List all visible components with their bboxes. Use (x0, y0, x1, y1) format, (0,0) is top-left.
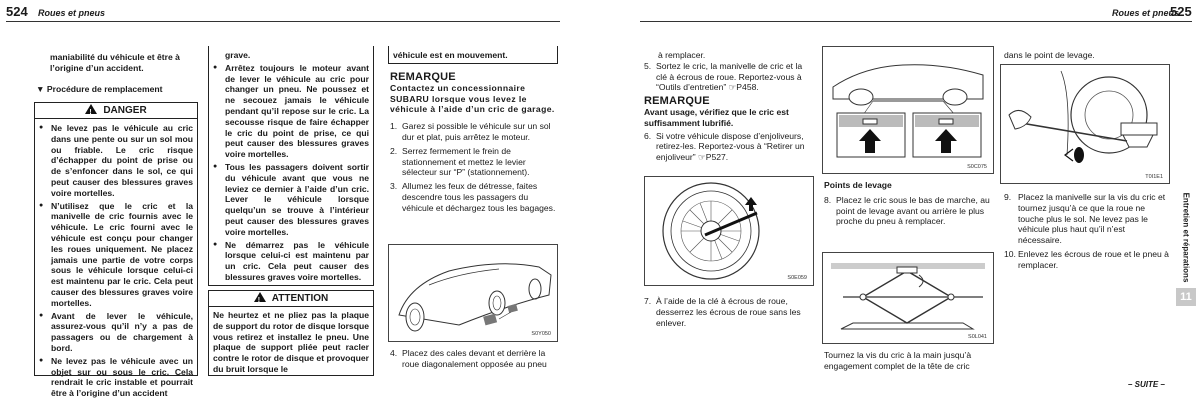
jack-handle-illustration (1001, 65, 1169, 183)
side-tab-label-wrap (1176, 186, 1196, 288)
box-continued-text: véhicule est en mouvement. (393, 50, 508, 60)
step-item: 1. Garez si possible le véhicule sur un sol dur et plat, puis arrêtez le moteur. (390, 121, 551, 142)
danger-item: ● Ne levez pas le véhicule au cric dans une pente ou sur un sol mou ou friable. Le cric risque d’échapper du point de prise ou de s’enfoncer dans le sol, ce qui peut causer des blessures graves voire mortelles. (37, 123, 193, 199)
figure-code: S0E059 (787, 275, 807, 281)
right-page-number: 525 (1170, 4, 1192, 19)
danger-item: ● Ne levez pas le véhicule avec un objet sur ou sous le cric. Cela rendrait le cric instable et pourrait être à l’origine d’un accident (37, 356, 193, 399)
wheel-wrench-illustration (645, 177, 813, 285)
left-page-number: 524 (6, 4, 28, 19)
attention-label: ATTENTION (271, 293, 329, 304)
continued-text: grave. (225, 50, 251, 60)
danger-header (35, 103, 197, 119)
step-item: 7. À l’aide de la clé à écrous de roue, desserrez les écrous de roue sans les enlever. (644, 296, 801, 328)
left-col1 (36, 52, 198, 94)
figure-code: T0I1E1 (1145, 174, 1163, 180)
left-col3 (390, 72, 558, 217)
right-header-rule (640, 21, 1192, 22)
step-item: 6. Si votre véhicule dispose d’enjoliveurs, retirez-les. Reportez-vous à “Retirer un enjoliveur” ☞P527. (644, 130, 805, 163)
danger-item: ● Avant de lever le véhicule, assurez-vous qu’il n’y a pas de passagers ou de chargement à bord. (37, 311, 193, 354)
right-col2 (824, 180, 994, 230)
remark-text: Contactez un concessionnaire SUBARU lorsque vous levez le véhicule à l’aide d’un cric de garage. (390, 82, 555, 115)
right-section-title: Roues et pneus (1112, 8, 1180, 18)
car-wheel-chock-illustration (389, 245, 557, 341)
attention-box-continued (388, 46, 558, 64)
right-col3-continued: dans le point de levage. (1004, 50, 1095, 60)
danger-item: ● Ne démarrez pas le véhicule lorsque celui-ci est maintenu par un cric. Cela peut causer des blessures graves voire mortelles. (211, 240, 369, 283)
danger-item: ● Arrêtez toujours le moteur avant de lever le véhicule au cric pour changer un pneu. Ne poussez et ne secouez jamais le véhicule pendant qu’il repose sur le cric. La secousse risque de faire échapper le cric du point de prise, ce qui peut causer des blessures graves voire mortelles. (211, 63, 369, 160)
left-header-rule (6, 21, 560, 22)
step-4 (390, 348, 558, 373)
jacking-points-illustration (823, 47, 993, 173)
right-col3 (1004, 192, 1170, 274)
continued-text: à remplacer. (658, 50, 706, 60)
step-item: 2. Serrez fermement le frein de stationnement et mettez le levier sélecteur sur “P” (stationnement). (390, 145, 530, 178)
step-item: 8. Placez le cric sous le bas de marche, au point de levage avant ou arrière le plus proche du pneu à remplacer. (824, 194, 990, 227)
step-item: 3. Allumez les feux de détresse, faites descendre tous les passagers du véhicule et déchargez tous les bagages. (390, 181, 556, 213)
figure-jack (822, 252, 994, 344)
figure-code: S0C075 (967, 164, 987, 170)
side-tab-number: 11 (1176, 288, 1196, 306)
footer-continued: – SUITE – (1128, 380, 1165, 389)
figure-jack-handle (1000, 64, 1170, 184)
attention-box (208, 290, 374, 376)
danger-box-continued (208, 46, 374, 286)
after-text: Tournez la vis du cric à la main jusqu’à engagement complet de la tête de cric (824, 350, 972, 371)
step-item: 4. Placez des cales devant et derrière la roue diagonalement opposée au pneu (390, 348, 547, 369)
steps-list (390, 121, 558, 213)
figure-code: S0L041 (968, 334, 987, 340)
procedure-heading: ▼ Procédure de remplacement (36, 83, 163, 94)
step-item: 5. Sortez le cric, la manivelle de cric et la clé à écrous de roue. Reportez-vous à “Outils d’entretien” ☞P458. (644, 60, 803, 93)
step-item: 10. Enlevez les écrous de roue et le pneu à remplacer. (1004, 248, 1169, 270)
steps-list (1004, 192, 1170, 271)
warning-triangle-icon (254, 292, 266, 302)
step-item: 9. Placez la manivelle sur la vis du cric et tournez jusqu’à ce que la roue ne touche plus le sol. Ne levez pas le véhicule plus haut qu’il n’est nécessaire. (1004, 192, 1166, 246)
scissor-jack-illustration (823, 253, 993, 343)
attention-text: Ne heurtez et ne pliez pas la plaque de support du rotor de disque lorsque vous retirez et installez le pneu. Une plaque de support pliée peut racler contre le rotor de disque et provoquer du bruit lorsque le (213, 310, 369, 374)
danger-item: ● Tous les passagers doivent sortir du véhicule avant que vous ne leviez ce dernier à l’aide d’un cric. Lever le véhicule lorsque quelqu’un se trouve à l’intérieur peut causer des blessures graves voire mortelles. (211, 162, 369, 238)
intro-text: maniabilité du véhicule et être à l’origine d’un accident. (50, 52, 180, 73)
left-section-title: Roues et pneus (38, 8, 106, 18)
danger-item: ● N’utilisez que le cric et la manivelle de cric fournis avec le véhicule. Le cric fourni avec le véhicule est conçu pour changer les roues uniquement. Ne placez jamais une partie de votre corps sous le véhicule lorsque celui-ci est maintenu par le cric. Cela peut causer des blessures graves voire mortelles. (37, 201, 193, 309)
danger-list-continued (211, 63, 369, 283)
step-7 (644, 296, 814, 331)
remark-title: REMARQUE (390, 71, 456, 83)
attention-header (209, 291, 373, 307)
warning-triangle-icon (85, 104, 97, 114)
danger-box (34, 102, 198, 399)
figure-wheel-chocks (388, 244, 558, 342)
remark-title: REMARQUE (644, 95, 710, 108)
figure-caption: Points de levage (824, 180, 892, 190)
figure-jacking-points (822, 46, 994, 174)
figure-code: S0Y050 (531, 331, 551, 337)
remark-text: Avant usage, vérifiez que le cric est suffisamment lubrifié. (644, 106, 789, 128)
figure-wheel-nuts (644, 176, 814, 286)
right-col1 (644, 50, 814, 166)
side-tab-label: Entretien et réparations (1181, 192, 1191, 282)
danger-list (35, 119, 197, 399)
danger-label: DANGER (103, 105, 147, 116)
